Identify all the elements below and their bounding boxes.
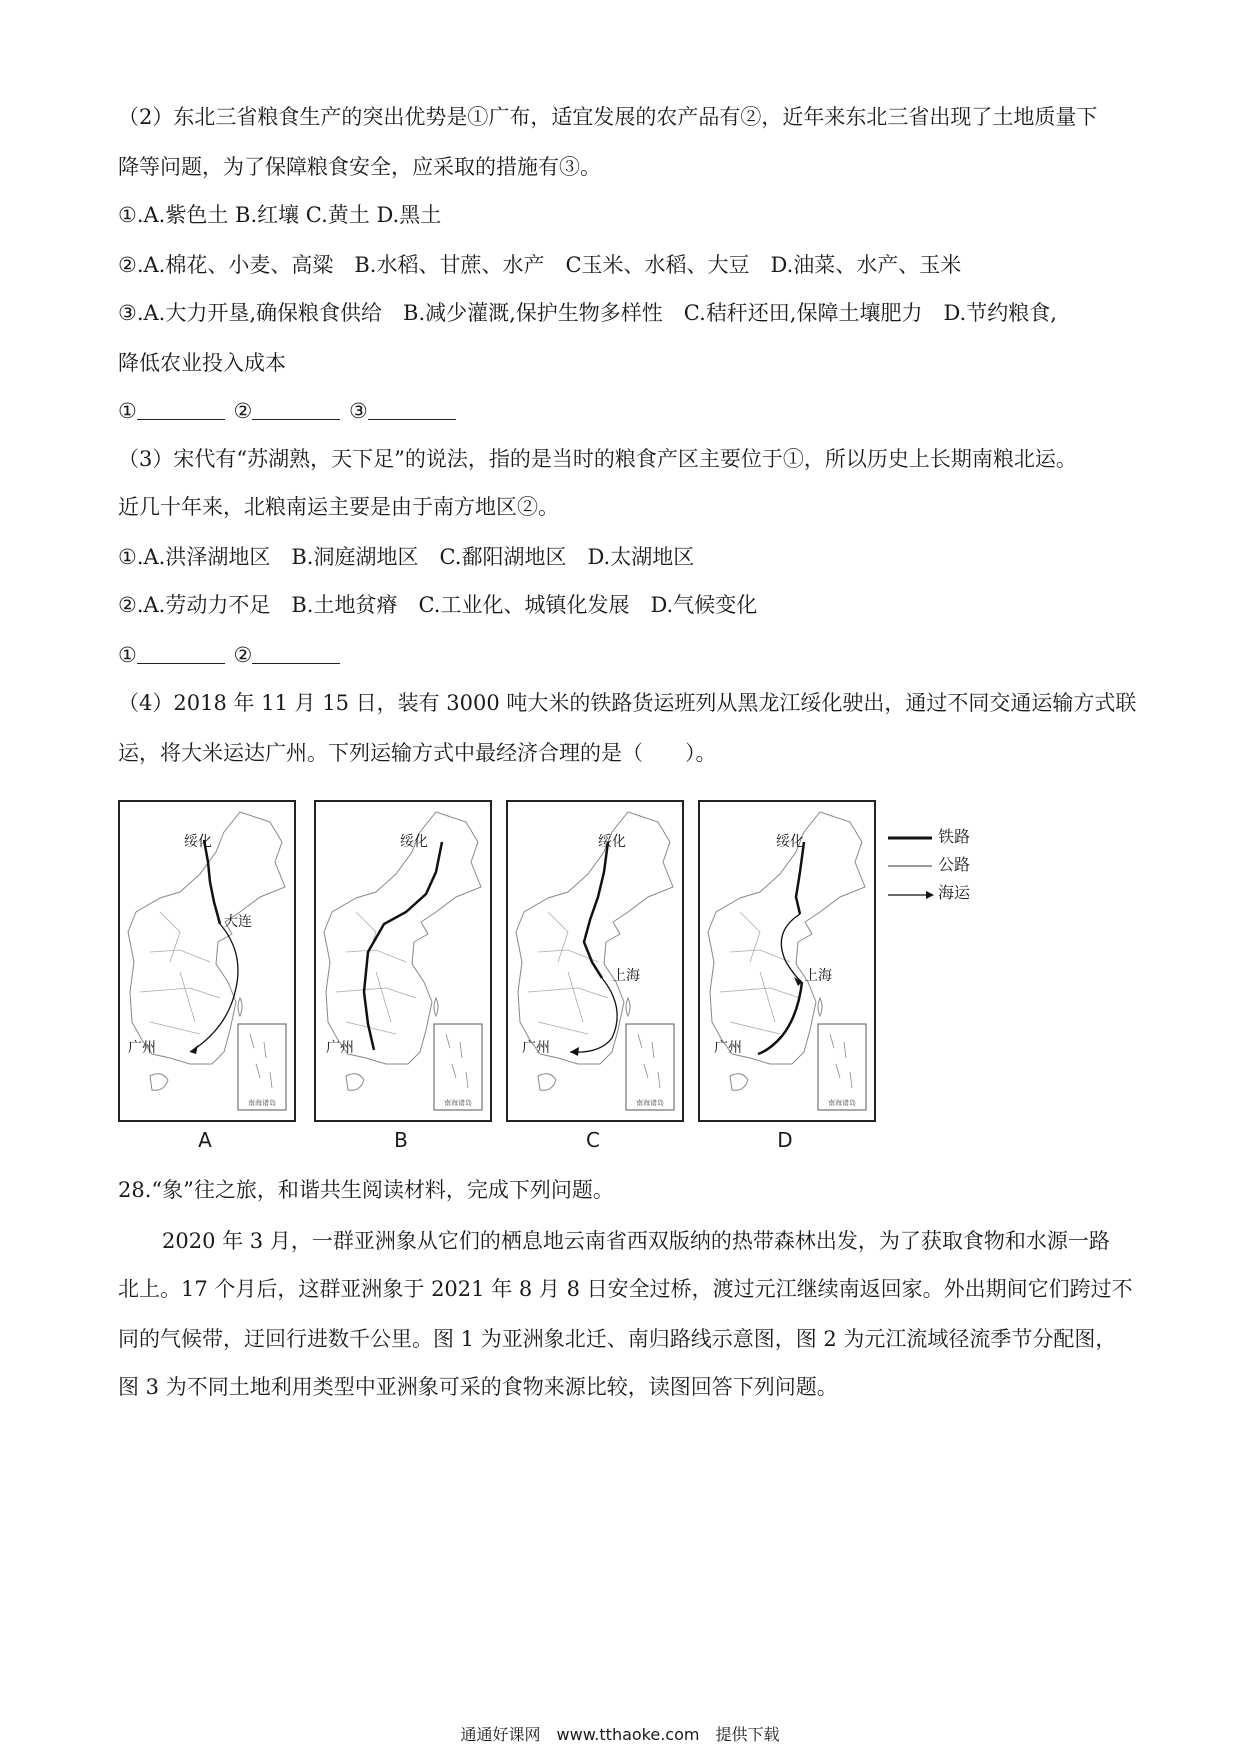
map-b-inset-label: 南海诸岛 — [444, 1099, 472, 1107]
rail-line-icon — [888, 835, 934, 841]
map-c-graphic — [508, 802, 682, 1120]
map-d-label-shanghai: 上海 — [804, 968, 832, 984]
q4-stem-line2: 运，将大米运达广州。下列运输方式中最经济合理的是（ ）。 — [118, 741, 717, 765]
map-c-label-suihua: 绥化 — [598, 834, 626, 850]
sea-route-arrow-icon — [888, 891, 934, 899]
q3-stem-line2: 近几十年来，北粮南运主要是由于南方地区②。 — [118, 495, 559, 519]
map-d-label-guangzhou: 广州 — [714, 1040, 742, 1056]
map-a-label-guangzhou: 广州 — [128, 1040, 156, 1056]
map-b-label-guangzhou: 广州 — [326, 1040, 354, 1056]
legend-item-rail — [888, 822, 998, 850]
q3-option-1: ①.A.洪泽湖地区 B.洞庭湖地区 C.鄱阳湖地区 D.太湖地区 — [118, 545, 695, 569]
q3-stem-line1: （3）宋代有“苏湖熟，天下足”的说法，指的是当时的粮食产区主要位于①，所以历史上长期南粮北运。 — [118, 447, 1077, 471]
q28-title: 28.“象”往之旅，和谐共生阅读材料，完成下列问题。 — [118, 1178, 614, 1202]
map-d-label-suihua: 绥化 — [776, 834, 804, 850]
q2-option-3-line1: ③.A.大力开垦,确保粮食供给 B.减少灌溉,保护生物多样性 C.秸秆还田,保障土壤肥力 D.节约粮食, — [118, 301, 1057, 325]
map-d-inset-label: 南海诸岛 — [828, 1099, 856, 1107]
page-footer: 通通好课网 www.tthaoke.com 提供下载 — [460, 1725, 780, 1744]
q28-paragraph-line4: 图 3 为不同土地利用类型中亚洲象可采的食物来源比较，读图回答下列问题。 — [118, 1375, 838, 1399]
q4-stem-line1: （4）2018 年 11 月 15 日，装有 3000 吨大米的铁路货运班列从黑龙江绥化驶出，通过不同交通运输方式联 — [118, 691, 1137, 715]
q3-answer-blank-2[interactable] — [252, 643, 340, 664]
map-c-caption: C — [586, 1128, 600, 1152]
q2-blank-label-2: ② — [233, 399, 253, 423]
legend-label-road: 公路 — [938, 855, 971, 874]
map-b-label-suihua: 绥化 — [400, 834, 428, 850]
q28-paragraph-line1: 2020 年 3 月，一群亚洲象从它们的栖息地云南省西双版纳的热带森林出发，为了获取食物和水源一路 — [162, 1229, 1110, 1253]
q3-blank-label-2: ② — [233, 643, 253, 667]
map-d — [698, 800, 876, 1122]
legend-item-road — [888, 850, 998, 878]
map-legend — [888, 822, 998, 906]
q2-stem-line2: 降等问题，为了保障粮食安全，应采取的措施有③。 — [118, 155, 601, 179]
map-a-label-dalian: 大连 — [224, 914, 252, 930]
q28-paragraph-line2: 北上。17 个月后，这群亚洲象于 2021 年 8 月 8 日安全过桥，渡过元江继续南返回家。外出期间它们跨过不 — [118, 1277, 1133, 1301]
map-a — [118, 800, 296, 1122]
map-a-inset-label: 南海诸岛 — [248, 1099, 276, 1107]
map-a-graphic — [120, 802, 294, 1120]
map-b-caption: B — [394, 1128, 408, 1152]
map-a-label-suihua: 绥化 — [184, 834, 212, 850]
map-d-caption: D — [777, 1128, 793, 1152]
q2-answer-blank-3[interactable] — [368, 399, 456, 420]
legend-label-sea: 海运 — [938, 883, 971, 902]
q2-option-3-line2: 降低农业投入成本 — [118, 351, 286, 375]
q2-option-2: ②.A.棉花、小麦、高粱 B.水稻、甘蔗、水产 C玉米、水稻、大豆 D.油菜、水产、玉米 — [118, 253, 962, 277]
map-c-label-guangzhou: 广州 — [522, 1040, 550, 1056]
map-a-caption: A — [198, 1128, 212, 1152]
legend-label-rail: 铁路 — [938, 827, 971, 846]
q3-answer-blanks — [118, 640, 342, 670]
q3-option-2: ②.A.劳动力不足 B.土地贫瘠 C.工业化、城镇化发展 D.气候变化 — [118, 593, 758, 617]
map-c-label-shanghai: 上海 — [612, 968, 640, 984]
route-maps-figure — [118, 800, 998, 1160]
q2-answer-blank-1[interactable] — [137, 399, 225, 420]
legend-item-sea — [888, 878, 998, 906]
q3-answer-blank-1[interactable] — [137, 643, 225, 664]
q2-stem-line1: （2）东北三省粮食生产的突出优势是①广布，适宜发展的农产品有②，近年来东北三省出现了土地质量下 — [118, 105, 1098, 129]
q3-blank-label-1: ① — [118, 643, 137, 667]
map-b-graphic — [316, 802, 490, 1120]
road-line-icon — [888, 863, 934, 869]
q28-paragraph-line3: 同的气候带，迂回行进数千公里。图 1 为亚洲象北迁、南归路线示意图，图 2 为元江流域径流季节分配图， — [118, 1327, 1117, 1351]
q2-answer-blanks — [118, 396, 458, 426]
map-c-inset-label: 南海诸岛 — [636, 1099, 664, 1107]
map-d-graphic — [700, 802, 874, 1120]
q2-answer-blank-2[interactable] — [252, 399, 340, 420]
q2-option-1: ①.A.紫色土 B.红壤 C.黄土 D.黑土 — [118, 203, 442, 227]
q2-blank-label-3: ③ — [349, 399, 368, 423]
q2-blank-label-1: ① — [118, 399, 137, 423]
map-c — [506, 800, 684, 1122]
map-b — [314, 800, 492, 1122]
